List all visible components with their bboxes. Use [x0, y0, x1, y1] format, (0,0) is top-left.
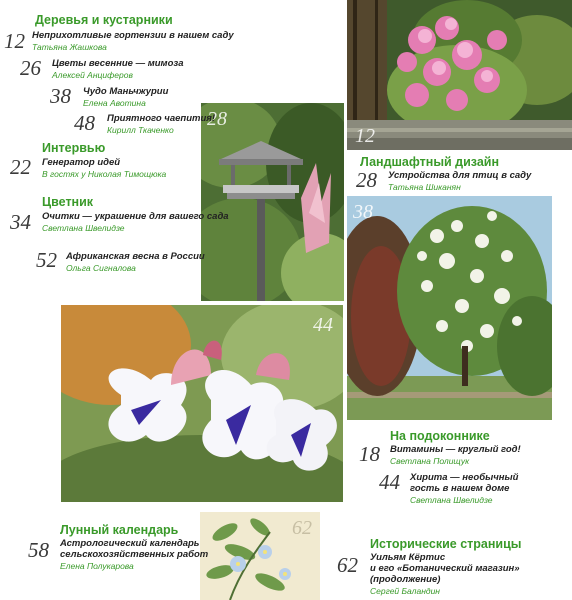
article-author: Елена Полукарова	[60, 561, 134, 571]
section-flowerbed-heading: Цветник	[42, 195, 94, 209]
page-number: 62	[337, 553, 358, 577]
page-number: 48	[74, 111, 95, 135]
article-title[interactable]: Цветы весенние — мимоза	[52, 58, 184, 69]
article-author: Алексей Анциферов	[52, 70, 133, 80]
page-number: 26	[20, 56, 41, 80]
page-number: 12	[4, 29, 25, 53]
page-number: 58	[28, 538, 49, 562]
article-title[interactable]: Приятного чаепития!	[107, 113, 216, 124]
botanical-illustration	[200, 512, 320, 600]
section-trees-heading: Деревья и кустарники	[35, 13, 173, 27]
article-title-line[interactable]: Астрологический календарь	[60, 538, 200, 549]
hortensia-photo-number: 12	[355, 125, 375, 147]
article-title-line[interactable]: (продолжение)	[370, 574, 441, 585]
page-number: 34	[10, 210, 31, 234]
article-author: Сергей Баландин	[370, 586, 440, 596]
streptocarpus-photo-number: 44	[313, 314, 333, 336]
article-title-line[interactable]: Хирита — необычный	[410, 472, 519, 483]
article-title-line[interactable]: и его «Ботанический магазин»	[370, 563, 520, 574]
page-number: 22	[10, 155, 31, 179]
page-number: 44	[379, 470, 400, 494]
article-title[interactable]: Витамины — круглый год!	[390, 444, 521, 455]
article-title[interactable]: Устройства для птиц в саду	[388, 170, 532, 181]
article-title-line[interactable]: сельскохозяйственных работ	[60, 549, 209, 560]
article-author: Кирилл Ткаченко	[107, 125, 174, 135]
article-title-line[interactable]: гость в нашем доме	[410, 483, 510, 494]
viburnum-photo	[347, 196, 552, 420]
section-windowsill-heading: На подоконнике	[390, 429, 490, 443]
article-author: Светлана Полищук	[390, 456, 470, 466]
article-title[interactable]: Неприхотливые гортензии в нашем саду	[32, 30, 234, 41]
feeder-photo	[201, 103, 344, 301]
page-number: 18	[359, 442, 380, 466]
article-title[interactable]: Африканская весна в России	[66, 251, 205, 262]
hortensia-photo	[347, 0, 572, 150]
section-lunar-heading: Лунный календарь	[60, 523, 179, 537]
botanical-photo-number: 62	[292, 517, 312, 539]
article-title-line[interactable]: Уильям Кёртис	[370, 552, 446, 563]
article-author: Светлана Швелидзе	[410, 495, 493, 505]
section-history-heading: Исторические страницы	[370, 537, 522, 551]
section-interview-heading: Интервью	[42, 141, 106, 155]
article-title[interactable]: Очитки — украшение для вашего сада	[42, 211, 229, 222]
article-author: Татьяна Жашкова	[32, 42, 107, 52]
page-number: 52	[36, 248, 57, 272]
article-author: Ольга Сигналова	[66, 263, 136, 273]
feeder-photo-number: 28	[207, 108, 227, 130]
section-landscape-heading: Ландшафтный дизайн	[360, 155, 500, 169]
page-number: 28	[356, 168, 377, 192]
article-title[interactable]: Чудо Маньчжурии	[83, 86, 169, 97]
article-title[interactable]: Генератор идей	[42, 157, 121, 168]
article-author: Елена Авотина	[83, 98, 146, 108]
streptocarpus-photo	[61, 305, 343, 502]
page-number: 38	[50, 84, 71, 108]
article-author: Светлана Швелидзе	[42, 223, 125, 233]
article-author: В гостях у Николая Тимощюка	[42, 169, 167, 179]
viburnum-photo-number: 38	[353, 201, 373, 223]
article-author: Татьяна Шиканян	[388, 182, 461, 192]
